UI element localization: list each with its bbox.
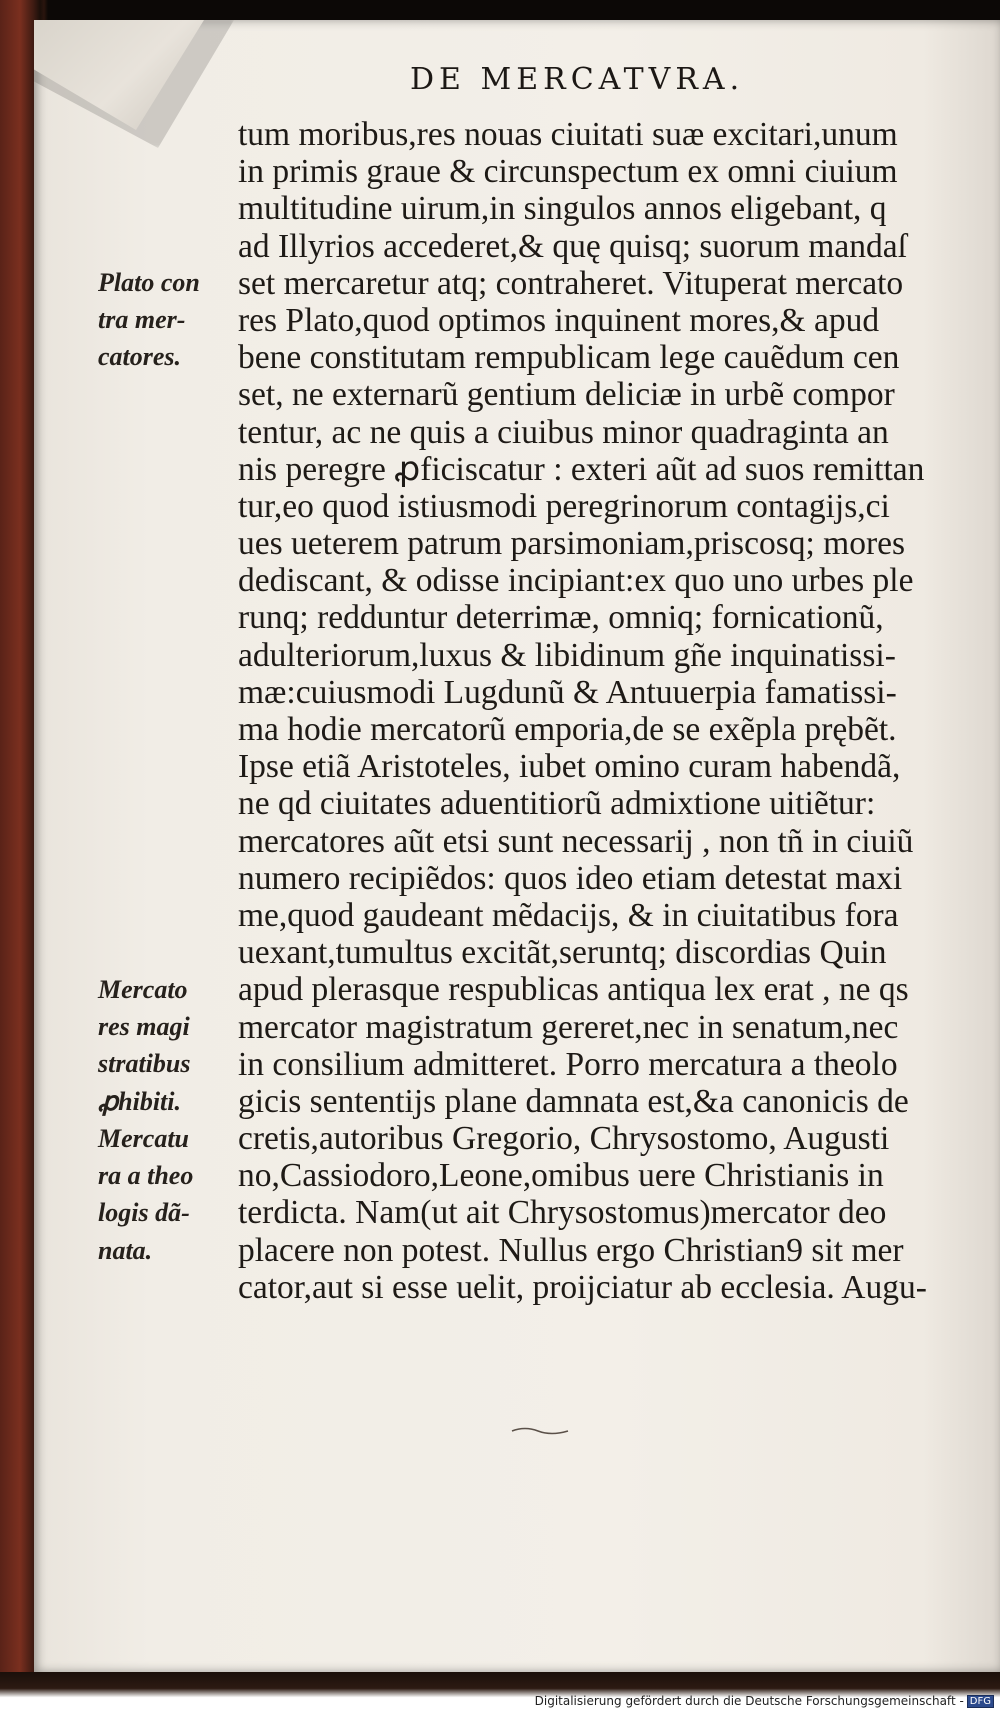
text-line: tum moribus,res nouas ciuitati suæ excitari,unum [238, 116, 898, 153]
marginal-note-line: stratibus [98, 1049, 191, 1079]
marginal-note-line: Plato con [98, 268, 200, 297]
text-line: me,quod gaudeant mẽdacijs, & in ciuitatibus fora [238, 896, 899, 934]
text-line: tur,eo quod istiusmodi peregrinorum contagijs,ci [238, 487, 890, 525]
text-line: set mercaretur atq; contraheret. Vituperat mercato [238, 264, 904, 302]
text-line: res Plato,quod optimos inquinent mores,& apud [238, 301, 880, 339]
marginal-note-plato [98, 264, 233, 376]
text-line: ma hodie mercatorũ emporia,de se exẽpla prębẽt. [238, 711, 897, 748]
text-line: ad Illyrios accederet,& quę quisq; suorum mandaſ [238, 227, 907, 265]
text-line: set, ne externarũ gentium deliciæ in urbẽ compor [238, 376, 895, 414]
marginal-note-line: ra a theo [98, 1161, 194, 1191]
marginal-note-line: res magi [98, 1012, 190, 1042]
text-line: ne qd ciuitates aduentitiorũ admixtione uitiẽtur: [238, 785, 876, 823]
footer-text: Digitalisierung gefördert durch die Deutsche Forschungsgemeinschaft - [534, 1694, 964, 1708]
text-line: gicis sententijs plane damnata est,&a canonicis de [238, 1082, 909, 1120]
text-line: multitudine uirum,in singulos annos eligebant, q [238, 190, 887, 228]
text-line: in consilium admitteret. Porro mercatura a theolo [238, 1045, 898, 1083]
text-line: placere non potest. Nullus ergo Christian9 sit mer [238, 1231, 904, 1269]
marginal-note-magistrates [98, 971, 233, 1120]
marginal-note-theologians [98, 1120, 233, 1269]
text-line: bene constitutam rempublicam lege cauẽdum cen [238, 339, 900, 377]
text-line: nis peregre ꝓficiscatur : exteri aũt ad suos remittan [238, 450, 925, 488]
text-line: mercatores aũt etsi sunt necessarij , non tñ in ciuiũ [238, 822, 914, 860]
text-line: uexant,tumultus excitãt,seruntq; discordias Quin [238, 934, 887, 972]
marginal-note-line: tra mer- [98, 305, 186, 335]
marginal-note-line: Mercato [98, 975, 188, 1004]
text-line: dediscant, & odisse incipiant:ex quo uno urbes ple [238, 562, 914, 600]
text-line: no,Cassiodoro,Leone,omibus uere Christianis in [238, 1157, 884, 1195]
text-line: tentur, ac ne quis a ciuibus minor quadraginta an [238, 413, 889, 451]
dfg-logo: DFG [967, 1695, 994, 1708]
text-line: in primis graue & circunspectum ex omni ciuium [238, 153, 898, 191]
running-head: DE MERCATVRA. [410, 62, 745, 97]
text-line: ues ueterem patrum parsimoniam,priscosq; mores [238, 525, 906, 563]
marginal-note-line: catores. [98, 342, 182, 372]
text-line: mæ:cuiusmodi Lugdunũ & Antuuerpia famatissi- [238, 673, 897, 711]
body-text [238, 116, 998, 1306]
digitization-footer [535, 1694, 994, 1708]
text-line: runq; redduntur deterrimæ, omniq; fornicationũ, [238, 599, 884, 637]
end-ornament [510, 1425, 570, 1437]
marginal-note-line: ꝓhibiti. [98, 1086, 181, 1116]
marginal-note-line: Mercatu [98, 1124, 189, 1153]
text-line: Ipse etiã Aristoteles, iubet omino curam habendã, [238, 748, 901, 786]
marginal-note-line: logis dã- [98, 1198, 190, 1228]
text-line: terdicta. Nam(ut ait Chrysostomus)mercator deo [238, 1194, 887, 1232]
text-line: adulteriorum,luxus & libidinum gñe inquinatissi- [238, 636, 896, 674]
text-line: cator,aut si esse uelit, proijciatur ab ecclesia. Augu- [238, 1268, 927, 1306]
text-line: numero recipiẽdos: quos ideo etiam detestat maxi [238, 859, 903, 897]
text-line: mercator magistratum gereret,nec in senatum,nec [238, 1008, 899, 1046]
text-line: cretis,autoribus Gregorio, Chrysostomo, Augusti [238, 1120, 890, 1158]
text-line: apud plerasque respublicas antiqua lex erat , ne qs [238, 971, 909, 1009]
marginal-note-line: nata. [98, 1235, 153, 1265]
